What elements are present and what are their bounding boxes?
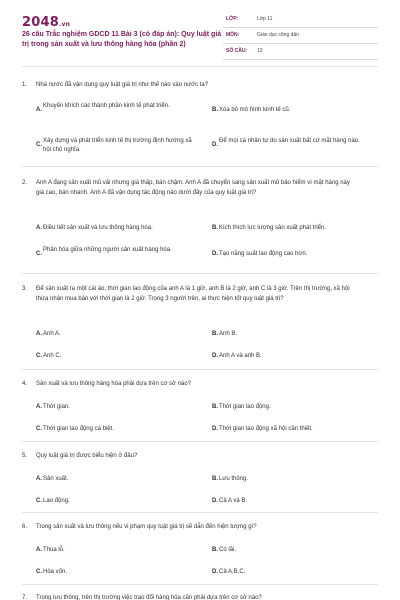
question-body: Trong sản xuất và lưu thông nếu vi phạm quy luật giá trị sẽ dẫn đến hiện tượng gì? (36, 524, 257, 530)
option-letter: D. (212, 251, 218, 257)
option-text: Thời gian lao động xã hội cần thiết. (219, 426, 313, 432)
question-number: 6. (22, 524, 28, 530)
option-text: Xóa bỏ mô hình kinh tế cũ. (219, 107, 291, 113)
question-text (22, 593, 352, 600)
option-text: Kích thích lực lượng sản xuất phát triển. (219, 225, 327, 231)
option-text: Xây dựng và phát triển kinh tế thị trường định hướng xã hội chủ nghĩa. (43, 138, 192, 153)
meta-table (223, 12, 378, 60)
question-divider (22, 441, 378, 442)
option-text: Thời gian lao động. (219, 404, 271, 410)
document-header (0, 0, 400, 64)
option-letter: A. (36, 225, 42, 231)
option-letter: A. (36, 404, 42, 410)
logo-suffix: .vn (58, 21, 71, 28)
option-letter: C. (36, 142, 42, 148)
meta-row-class (223, 12, 378, 28)
meta-value: 13 (257, 48, 263, 54)
question-number: 1. (22, 82, 28, 88)
option-text: Sản xuất. (43, 476, 69, 482)
question-number: 5. (22, 453, 28, 459)
option-letter: A. (36, 107, 42, 113)
option-text: Cả A và B. (219, 498, 248, 504)
question-text (22, 379, 352, 389)
option-text: Tạo năng suất lao động cao hơn. (219, 251, 308, 257)
option-letter: B. (212, 331, 218, 337)
option-letter: B. (212, 107, 218, 113)
question-body: Quy luật giá trị được biểu hiện ở đâu? (36, 453, 138, 459)
option-text: Thời gian lao động cá biệt. (43, 426, 114, 432)
logo-main: 2048 (22, 15, 59, 30)
question-number: 3. (22, 286, 28, 292)
question-body: Để sản xuất ra một cái áo, thời gian lao động của anh A là 1 giờ, anh B là 2 giờ, anh C là 3 giờ. Trên thị trường, xã hội thừa nhận mua bán với thời gian là 2 giờ. Trong 3 người trên, ai thực hiện tốt quy luật giá trị? (36, 286, 350, 302)
option-text: Anh A. (43, 331, 61, 337)
option-letter: D. (212, 426, 218, 432)
meta-row-subject (223, 28, 378, 44)
option-letter: B. (212, 225, 218, 231)
question-divider (22, 166, 378, 167)
option-letter: B. (212, 404, 218, 410)
question-number: 4. (22, 381, 28, 387)
option-text: Hòa vốn. (43, 569, 68, 575)
question-body: Nhà nước đã vận dụng quy luật giá trị như thế nào vào nước ta? (36, 82, 209, 88)
question-text (22, 80, 352, 90)
option-letter: A. (36, 547, 42, 553)
option-text: Lưu thông. (219, 476, 249, 482)
option-text: Lao động. (43, 498, 70, 504)
option-text: Anh A và anh B. (219, 353, 262, 359)
question-text (22, 178, 352, 196)
question-body: Anh A đang sản xuất mũ vải nhưng giá thấp, bán chậm. Anh A đã chuyển sang sản xuất mũ bảo hiểm vì mặt hàng này giá cao, bán nhanh. Anh A đã vận dụng tác động nào dưới đây của quy luật giá trị? (36, 180, 350, 196)
question-divider (22, 273, 378, 274)
option-text: Để mọi cá nhân tự do sản xuất bất cứ mặt hàng nào. (219, 138, 360, 144)
meta-value: Lớp 11 (257, 16, 273, 22)
document-title: 26 câu Trắc nghiệm GDCD 11 Bài 3 (có đáp án): Quy luật giá trị trong sản xuất và lưu thông hàng hóa (phần 2) (22, 31, 222, 48)
site-logo[interactable] (22, 15, 70, 30)
meta-key: MÔN: (226, 32, 240, 38)
option-text: Anh B. (219, 331, 238, 337)
option-letter: C. (36, 426, 42, 432)
option-text: Thua lỗ. (43, 547, 65, 553)
option-text: Khuyến khích các thành phần kinh tế phát triển. (43, 103, 170, 109)
meta-value: Giáo dục công dân (257, 32, 299, 38)
option-text: Phân hóa giữa những người sản xuất hàng hóa. (43, 247, 172, 253)
option-letter: D. (212, 142, 218, 148)
header-divider (22, 66, 378, 67)
question-body: Trong lưu thông, trên thị trường việc trao đổi hàng hóa cần phải dựa trên cơ sở nào? (36, 595, 262, 600)
option-letter: D. (212, 569, 218, 575)
option-letter: A. (36, 476, 42, 482)
option-letter: C. (36, 353, 42, 359)
question-text (22, 451, 352, 461)
question-text (22, 284, 352, 302)
option-text: Điều tiết sản xuất và lưu thông hàng hóa. (43, 225, 153, 231)
question-body: Sản xuất và lưu thông hàng hóa phải dựa trên cơ sở nào? (36, 381, 192, 387)
option-text: Thời gian. (43, 404, 70, 410)
option-letter: D. (212, 498, 218, 504)
meta-key: LỚP: (226, 16, 239, 22)
meta-key: SỐ CÂU: (226, 48, 248, 54)
option-letter: A. (36, 331, 42, 337)
option-letter: B. (212, 547, 218, 553)
option-letter: C. (36, 251, 42, 257)
option-letter: C. (36, 498, 42, 504)
question-divider (22, 584, 378, 585)
option-text: Cả A,B,C. (219, 569, 246, 575)
question-divider (22, 369, 378, 370)
option-letter: D. (212, 353, 218, 359)
question-divider (22, 512, 378, 513)
meta-row-count (223, 44, 378, 60)
option-letter: B. (212, 476, 218, 482)
question-number: 7. (22, 595, 28, 600)
option-letter: C. (36, 569, 42, 575)
option-text: Có lãi. (219, 547, 237, 553)
option-text: Anh C. (43, 353, 62, 359)
question-text (22, 522, 352, 532)
question-number: 2. (22, 180, 28, 186)
